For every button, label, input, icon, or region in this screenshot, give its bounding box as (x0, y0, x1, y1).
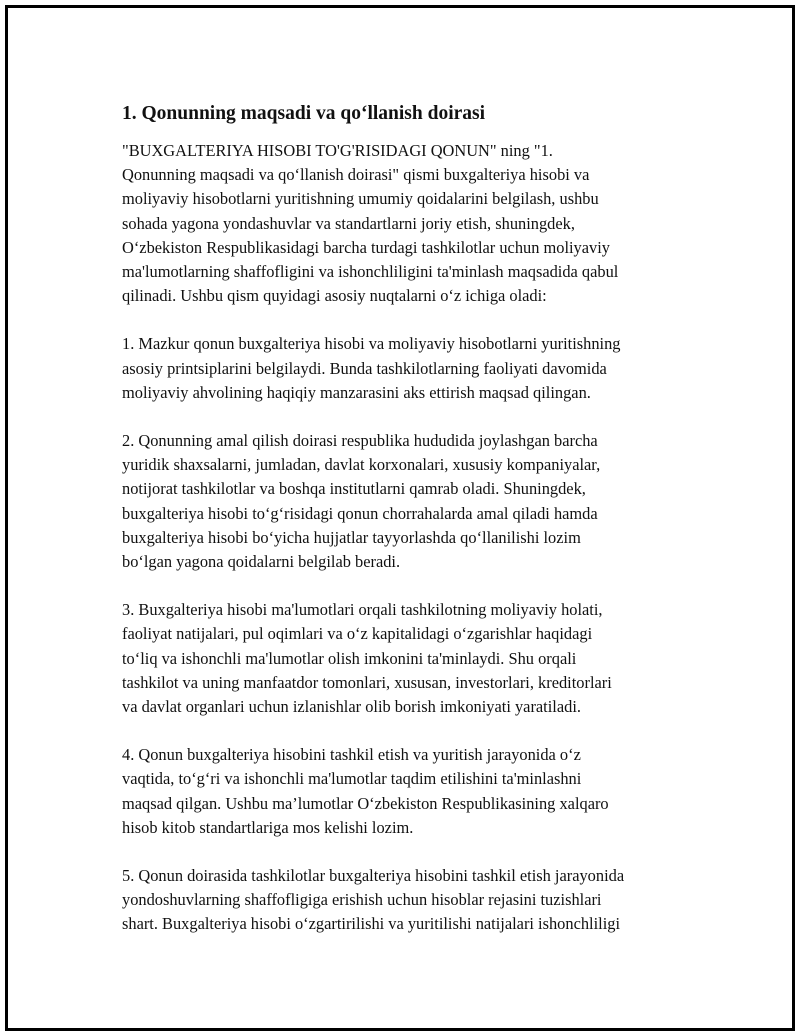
text-line: notijorat tashkilotlar va boshqa institutlarni qamrab oladi. Shuningdek, (122, 479, 586, 499)
text-line: buxgalteriya hisobi bo‘yicha hujjatlar tayyorlashda qo‘llanilishi lozim (122, 527, 581, 547)
text-line: maqsad qilgan. Ushbu ma’lumotlar O‘zbekiston Respublikasining xalqaro (122, 793, 609, 813)
paragraph-point-3 (122, 598, 712, 719)
document-body (122, 100, 712, 961)
text-line: 2. Qonunning amal qilish doirasi respublika hududida joylashgan barcha (122, 431, 598, 451)
text-line: faoliyat natijalari, pul oqimlari va o‘z kapitalidagi o‘zgarishlar haqidagi (122, 624, 593, 644)
text-line: vaqtida, to‘g‘ri va ishonchli ma'lumotlar taqdim etilishini ta'minlashni (122, 769, 582, 789)
text-line: 1. Mazkur qonun buxgalteriya hisobi va moliyaviy hisobotlarni yuritishning (122, 334, 621, 354)
text-line: qilinadi. Ushbu qism quyidagi asosiy nuqtalarni o‘z ichiga oladi: (122, 286, 547, 306)
text-line: 3. Buxgalteriya hisobi ma'lumotlari orqali tashkilotning moliyaviy holati, (122, 600, 603, 620)
paragraph-point-4 (122, 743, 712, 840)
paragraph-intro (122, 139, 712, 308)
text-line: 4. Qonun buxgalteriya hisobini tashkil etish va yuritish jarayonida o‘z (122, 745, 581, 765)
text-line: yondoshuvlarning shaffofligiga erishish uchun hisoblar rejasini tuzishlari (122, 890, 602, 910)
text-line: 5. Qonun doirasida tashkilotlar buxgalteriya hisobini tashkil etish jarayonida (122, 866, 625, 886)
text-line: Qonunning maqsadi va qo‘llanish doirasi" qismi buxgalteriya hisobi va (122, 165, 590, 185)
text-line: sohada yagona yondashuvlar va standartlarni joriy etish, shuningdek, (122, 213, 575, 233)
text-line: O‘zbekiston Respublikasidagi barcha turdagi tashkilotlar uchun moliyaviy (122, 237, 610, 257)
text-line: hisob kitob standartlariga mos kelishi lozim. (122, 817, 414, 837)
page-frame (5, 5, 795, 1031)
paragraph-point-1 (122, 332, 712, 405)
text-line: yuridik shaxsalarni, jumladan, davlat korxonalari, xususiy kompaniyalar, (122, 455, 601, 475)
text-line: va davlat organlari uchun izlanishlar olib borish imkoniyati yaratiladi. (122, 697, 581, 717)
text-line: shart. Buxgalteriya hisobi o‘zgartirilishi va yuritilishi natijalari ishonchliligi (122, 914, 621, 934)
text-line: to‘liq va ishonchli ma'lumotlar olish imkonini ta'minlaydi. Shu orqali (122, 648, 577, 668)
paragraph-point-5 (122, 864, 712, 937)
text-line: moliyaviy ahvolining haqiqiy manzarasini aks ettirish maqsad qilingan. (122, 382, 591, 402)
text-line: "BUXGALTERIYA HISOBI TO'G'RISIDAGI QONUN" ning "1. (122, 141, 553, 160)
text-line: ma'lumotlarning shaffofligini va ishonchliligini ta'minlash maqsadida qabul (122, 262, 619, 282)
text-line: tashkilot va uning manfaatdor tomonlari, xususan, investorlari, kreditorlari (122, 672, 612, 692)
section-heading: 1. Qonunning maqsadi va qo‘llanish doirasi (122, 103, 486, 124)
paragraph-point-2 (122, 429, 712, 574)
text-line: buxgalteriya hisobi to‘g‘risidagi qonun chorrahalarda amal qiladi hamda (122, 503, 598, 523)
text-line: bo‘lgan yagona qoidalarni belgilab beradi. (122, 552, 401, 572)
text-line: moliyaviy hisobotlarni yuritishning umumiy qoidalarini belgilash, ushbu (122, 189, 599, 209)
text-line: asosiy printsiplarini belgilaydi. Bunda tashkilotlarning faoliyati davomida (122, 358, 607, 378)
